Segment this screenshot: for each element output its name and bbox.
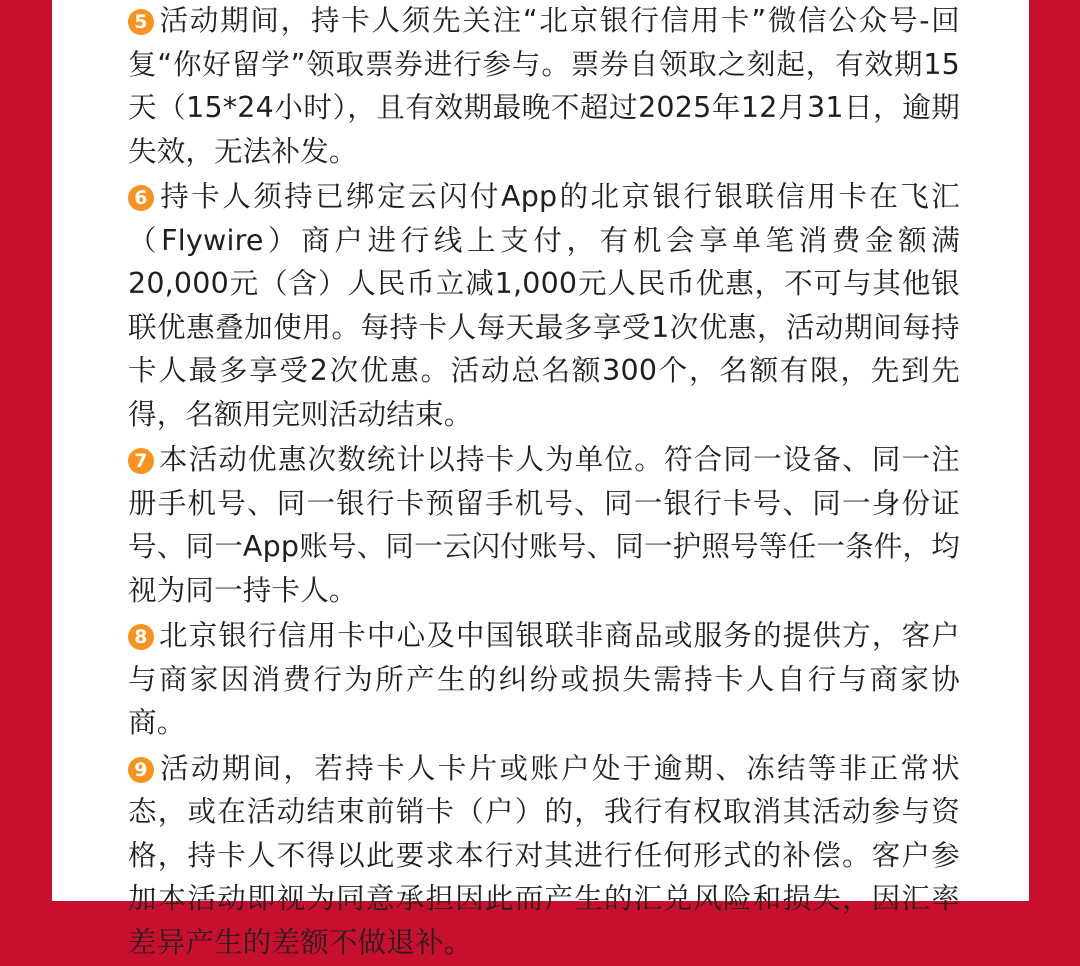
rule-item-5 [128,0,960,173]
rule-text: 活动期间，持卡人须先关注“北京银行信用卡”微信公众号-回复“你好留学”领取票券进行参与。票券自领取之刻起，有效期15天（15*24小时），且有效期最晚不超过2025年12月31日，逾期失效，无法补发。 [128,4,960,168]
rule-text: 持卡人须持已绑定云闪付App的北京银行银联信用卡在飞汇（Flywire）商户进行线上支付，有机会享单笔消费金额满20,000元（含）人民币立减1,000元人民币优惠，不可与其他银联优惠叠加使用。每持卡人每天最多享受1次优惠，活动期间每持卡人最多享受2次优惠。活动总名额300个，名额有限，先到先得，名额用完则活动结束。 [128,180,960,431]
number-badge-icon: 7 [128,448,154,474]
rules-panel [52,0,1029,959]
rule-item-8 [128,614,960,745]
rule-text: 本活动优惠次数统计以持卡人为单位。符合同一设备、同一注册手机号、同一银行卡预留手机号、同一银行卡号、同一身份证号、同一App账号、同一云闪付账号、同一护照号等任一条件，均视为同一持卡人。 [128,443,960,607]
number-badge-icon: 8 [128,624,154,650]
rule-item-7 [128,438,960,612]
number-badge-icon: 5 [128,9,154,35]
rule-text: 北京银行信用卡中心及中国银联非商品或服务的提供方，客户与商家因消费行为所产生的纠纷或损失需持卡人自行与商家协商。 [128,619,960,739]
rule-item-9 [128,747,960,965]
rule-text: 活动期间，若持卡人卡片或账户处于逾期、冻结等非正常状态，或在活动结束前销卡（户）的，我行有权取消其活动参与资格，持卡人不得以此要求本行对其进行任何形式的补偿。客户参加本活动即视为同意承担因此而产生的汇兑风险和损失，因汇率差异产生的差额不做退补。 [128,751,960,959]
rules-list [128,0,960,966]
number-badge-icon: 6 [128,185,154,211]
rule-item-6 [128,175,960,436]
number-badge-icon: 9 [128,757,154,783]
